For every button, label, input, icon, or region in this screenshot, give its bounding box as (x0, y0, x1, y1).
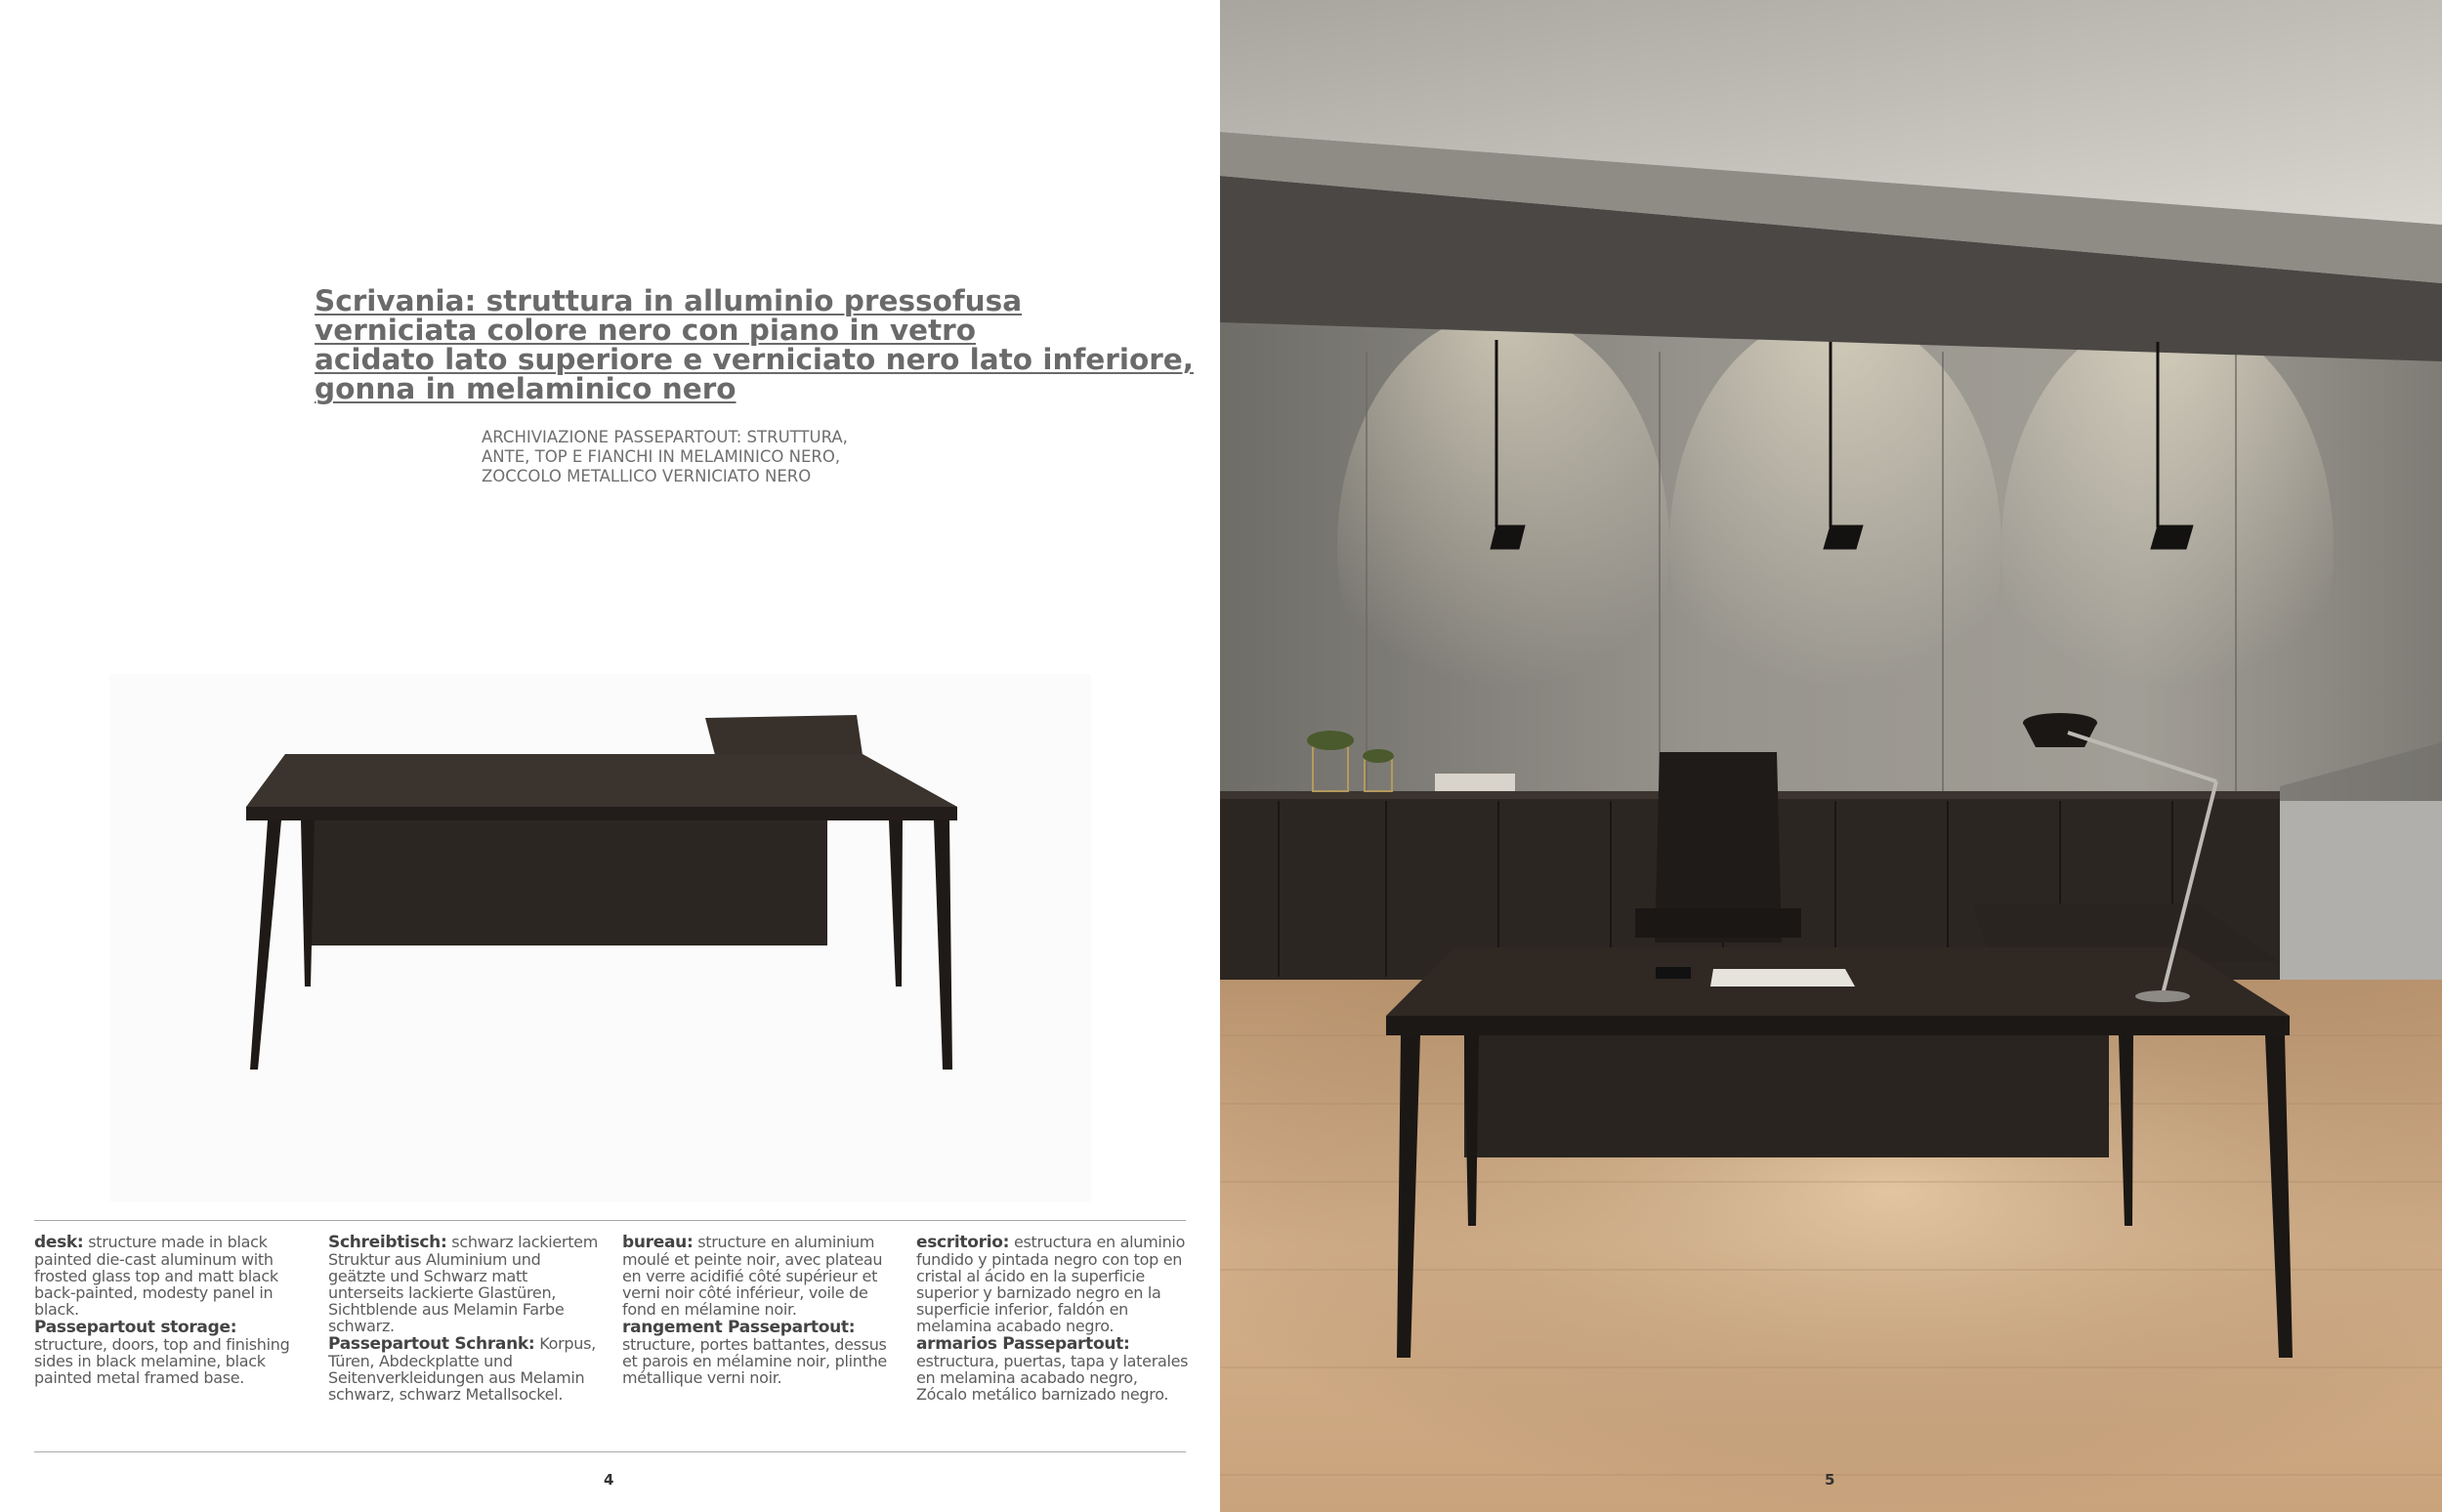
heading-line: gonna in melaminico nero (315, 372, 737, 405)
desk-label: desk: (34, 1233, 84, 1252)
subheading-line: ARCHIVIAZIONE PASSEPARTOUT: STRUTTURA, (482, 428, 848, 446)
desk-label: Schreibtisch: (328, 1233, 447, 1252)
description-german (328, 1234, 602, 1404)
description-spanish (916, 1234, 1190, 1404)
footer-rule (34, 1451, 1186, 1452)
divider-rule (34, 1220, 1186, 1221)
storage-label: Passepartout Schrank: (328, 1334, 535, 1354)
heading-line: acidato lato superiore e verniciato nero lato inferiore, (315, 343, 1194, 376)
subheading-line: ANTE, TOP E FIANCHI IN MELAMINICO NERO, (482, 447, 841, 466)
subheading-line: ZOCCOLO METALLICO VERNICIATO NERO (482, 467, 812, 485)
storage-text: structure, portes battantes, dessus et parois en mélamine noir, plinthe métallique verni noir. (622, 1335, 887, 1387)
storage-subheading (482, 428, 848, 486)
description-french (622, 1234, 896, 1387)
heading-line: Scrivania: struttura in alluminio pressofusa (315, 284, 1023, 317)
storage-label: Passepartout storage: (34, 1318, 237, 1337)
desk-text: structure en aluminium moulé et peinte noir, avec plateau en verre acidifié côté supérieur et verni noir côté inférieur, voile de fond en mélamine noir. (622, 1233, 883, 1319)
office-scene-photo (1220, 0, 2442, 1512)
desk-text: structure made in black painted die-cast aluminum with frosted glass top and matt black back-painted, modesty panel in black. (34, 1233, 278, 1319)
storage-label: rangement Passepartout: (622, 1318, 856, 1337)
right-page (1220, 0, 2442, 1512)
page-number-right: 5 (1825, 1471, 1835, 1489)
heading-line: verniciata colore nero con piano in vetro (315, 314, 976, 347)
storage-text: structure, doors, top and finishing sides in black melamine, black painted metal framed base. (34, 1335, 290, 1387)
left-page (0, 0, 1220, 1512)
desk-product-image (109, 674, 1091, 1201)
desk-illustration (109, 674, 1091, 1201)
storage-label: armarios Passepartout: (916, 1334, 1130, 1354)
desk-text: estructura en aluminio fundido y pintada negro con top en cristal al ácido en la superficie superior y barnizado negro en la superficie inferior, faldón en melamina acabado negro. (916, 1233, 1186, 1335)
desk-label: escritorio: (916, 1233, 1010, 1252)
desk-label: bureau: (622, 1233, 694, 1252)
product-heading (315, 286, 1194, 403)
desk-text: schwarz lackiertem Struktur aus Aluminium und geätzte und Schwarz matt unterseits lackierte Glastüren, Sichtblende aus Melamin Farbe schwarz. (328, 1233, 598, 1335)
storage-text: Korpus, Türen, Abdeckplatte und Seitenverkleidungen aus Melamin schwarz, schwarz Metallsockel. (328, 1334, 596, 1404)
storage-text: estructura, puertas, tapa y laterales en melamina acabado negro, Zócalo metálico barnizado negro. (916, 1352, 1189, 1404)
description-english (34, 1234, 308, 1387)
page-number-left: 4 (604, 1471, 614, 1489)
